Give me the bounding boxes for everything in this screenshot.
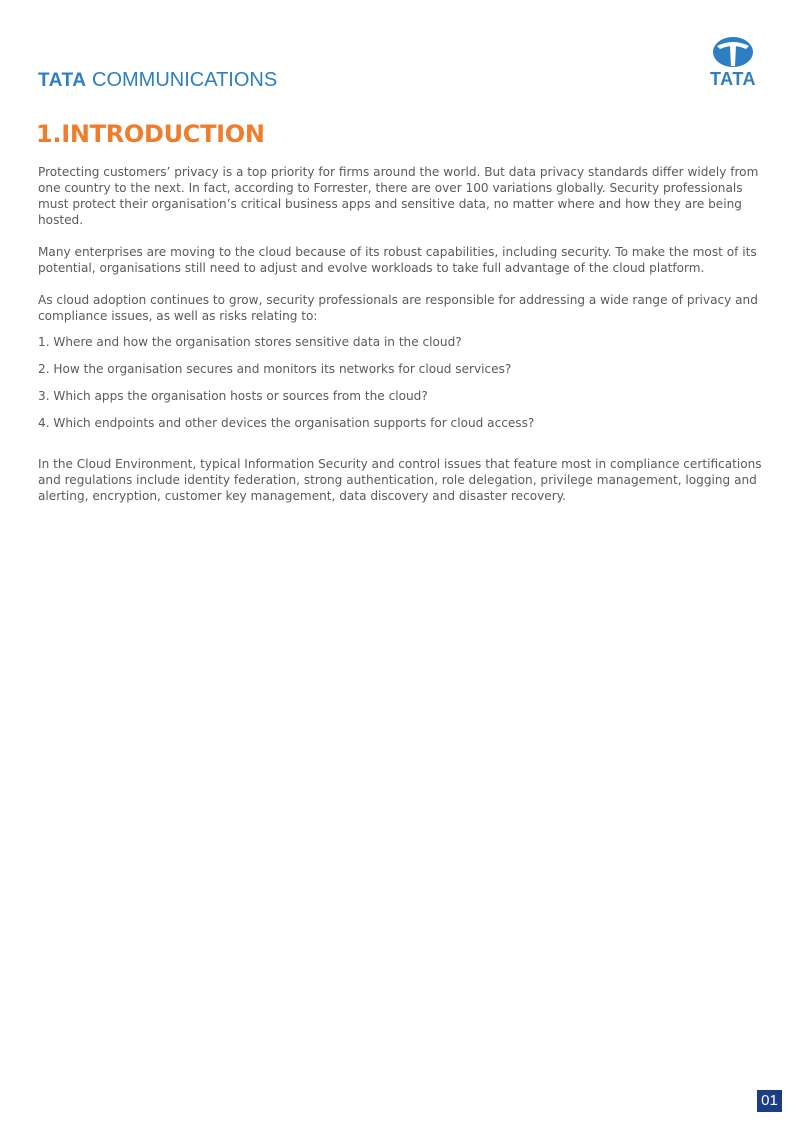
page-number-badge: 01 <box>757 1090 782 1112</box>
body-text <box>38 164 763 520</box>
tata-emblem-icon <box>704 36 762 68</box>
tata-logo <box>704 36 762 90</box>
paragraph: Many enterprises are moving to the cloud because of its robust capabilities, including security. To make the most of its potential, organisations still need to adjust and evolve workloads to take full advantage of the cloud platform. <box>38 245 757 275</box>
list-item: 3. Which apps the organisation hosts or sources from the cloud? <box>38 389 428 403</box>
section-title: 1.INTRODUCTION <box>36 120 265 148</box>
closing-paragraph: In the Cloud Environment, typical Information Security and control issues that feature most in compliance certifications and regulations include identity federation, strong authentication, role delegation, privilege management, logging and alerting, encryption, customer key management, data discovery and disaster recovery. <box>38 457 762 503</box>
list-item: 4. Which endpoints and other devices the organisation supports for cloud access? <box>38 416 535 430</box>
brand-wordmark <box>38 68 277 93</box>
brand-prefix: TATA <box>38 70 87 91</box>
brand-suffix: COMMUNICATIONS <box>92 69 278 91</box>
logo-wordmark: TATA <box>710 69 756 89</box>
paragraph: Protecting customers’ privacy is a top priority for firms around the world. But data privacy standards differ widely from one country to the next. In fact, according to Forrester, there are over 100 variations globally. Security professionals must protect their organisation’s critical business apps and sensitive data, no matter where and how they are being hosted. <box>38 165 759 227</box>
paragraph: As cloud adoption continues to grow, security professionals are responsible for addressing a wide range of privacy and compliance issues, as well as risks relating to: <box>38 293 758 323</box>
list-item: 2. How the organisation secures and monitors its networks for cloud services? <box>38 362 512 376</box>
list-item: 1. Where and how the organisation stores sensitive data in the cloud? <box>38 335 462 349</box>
risk-list <box>38 334 763 431</box>
